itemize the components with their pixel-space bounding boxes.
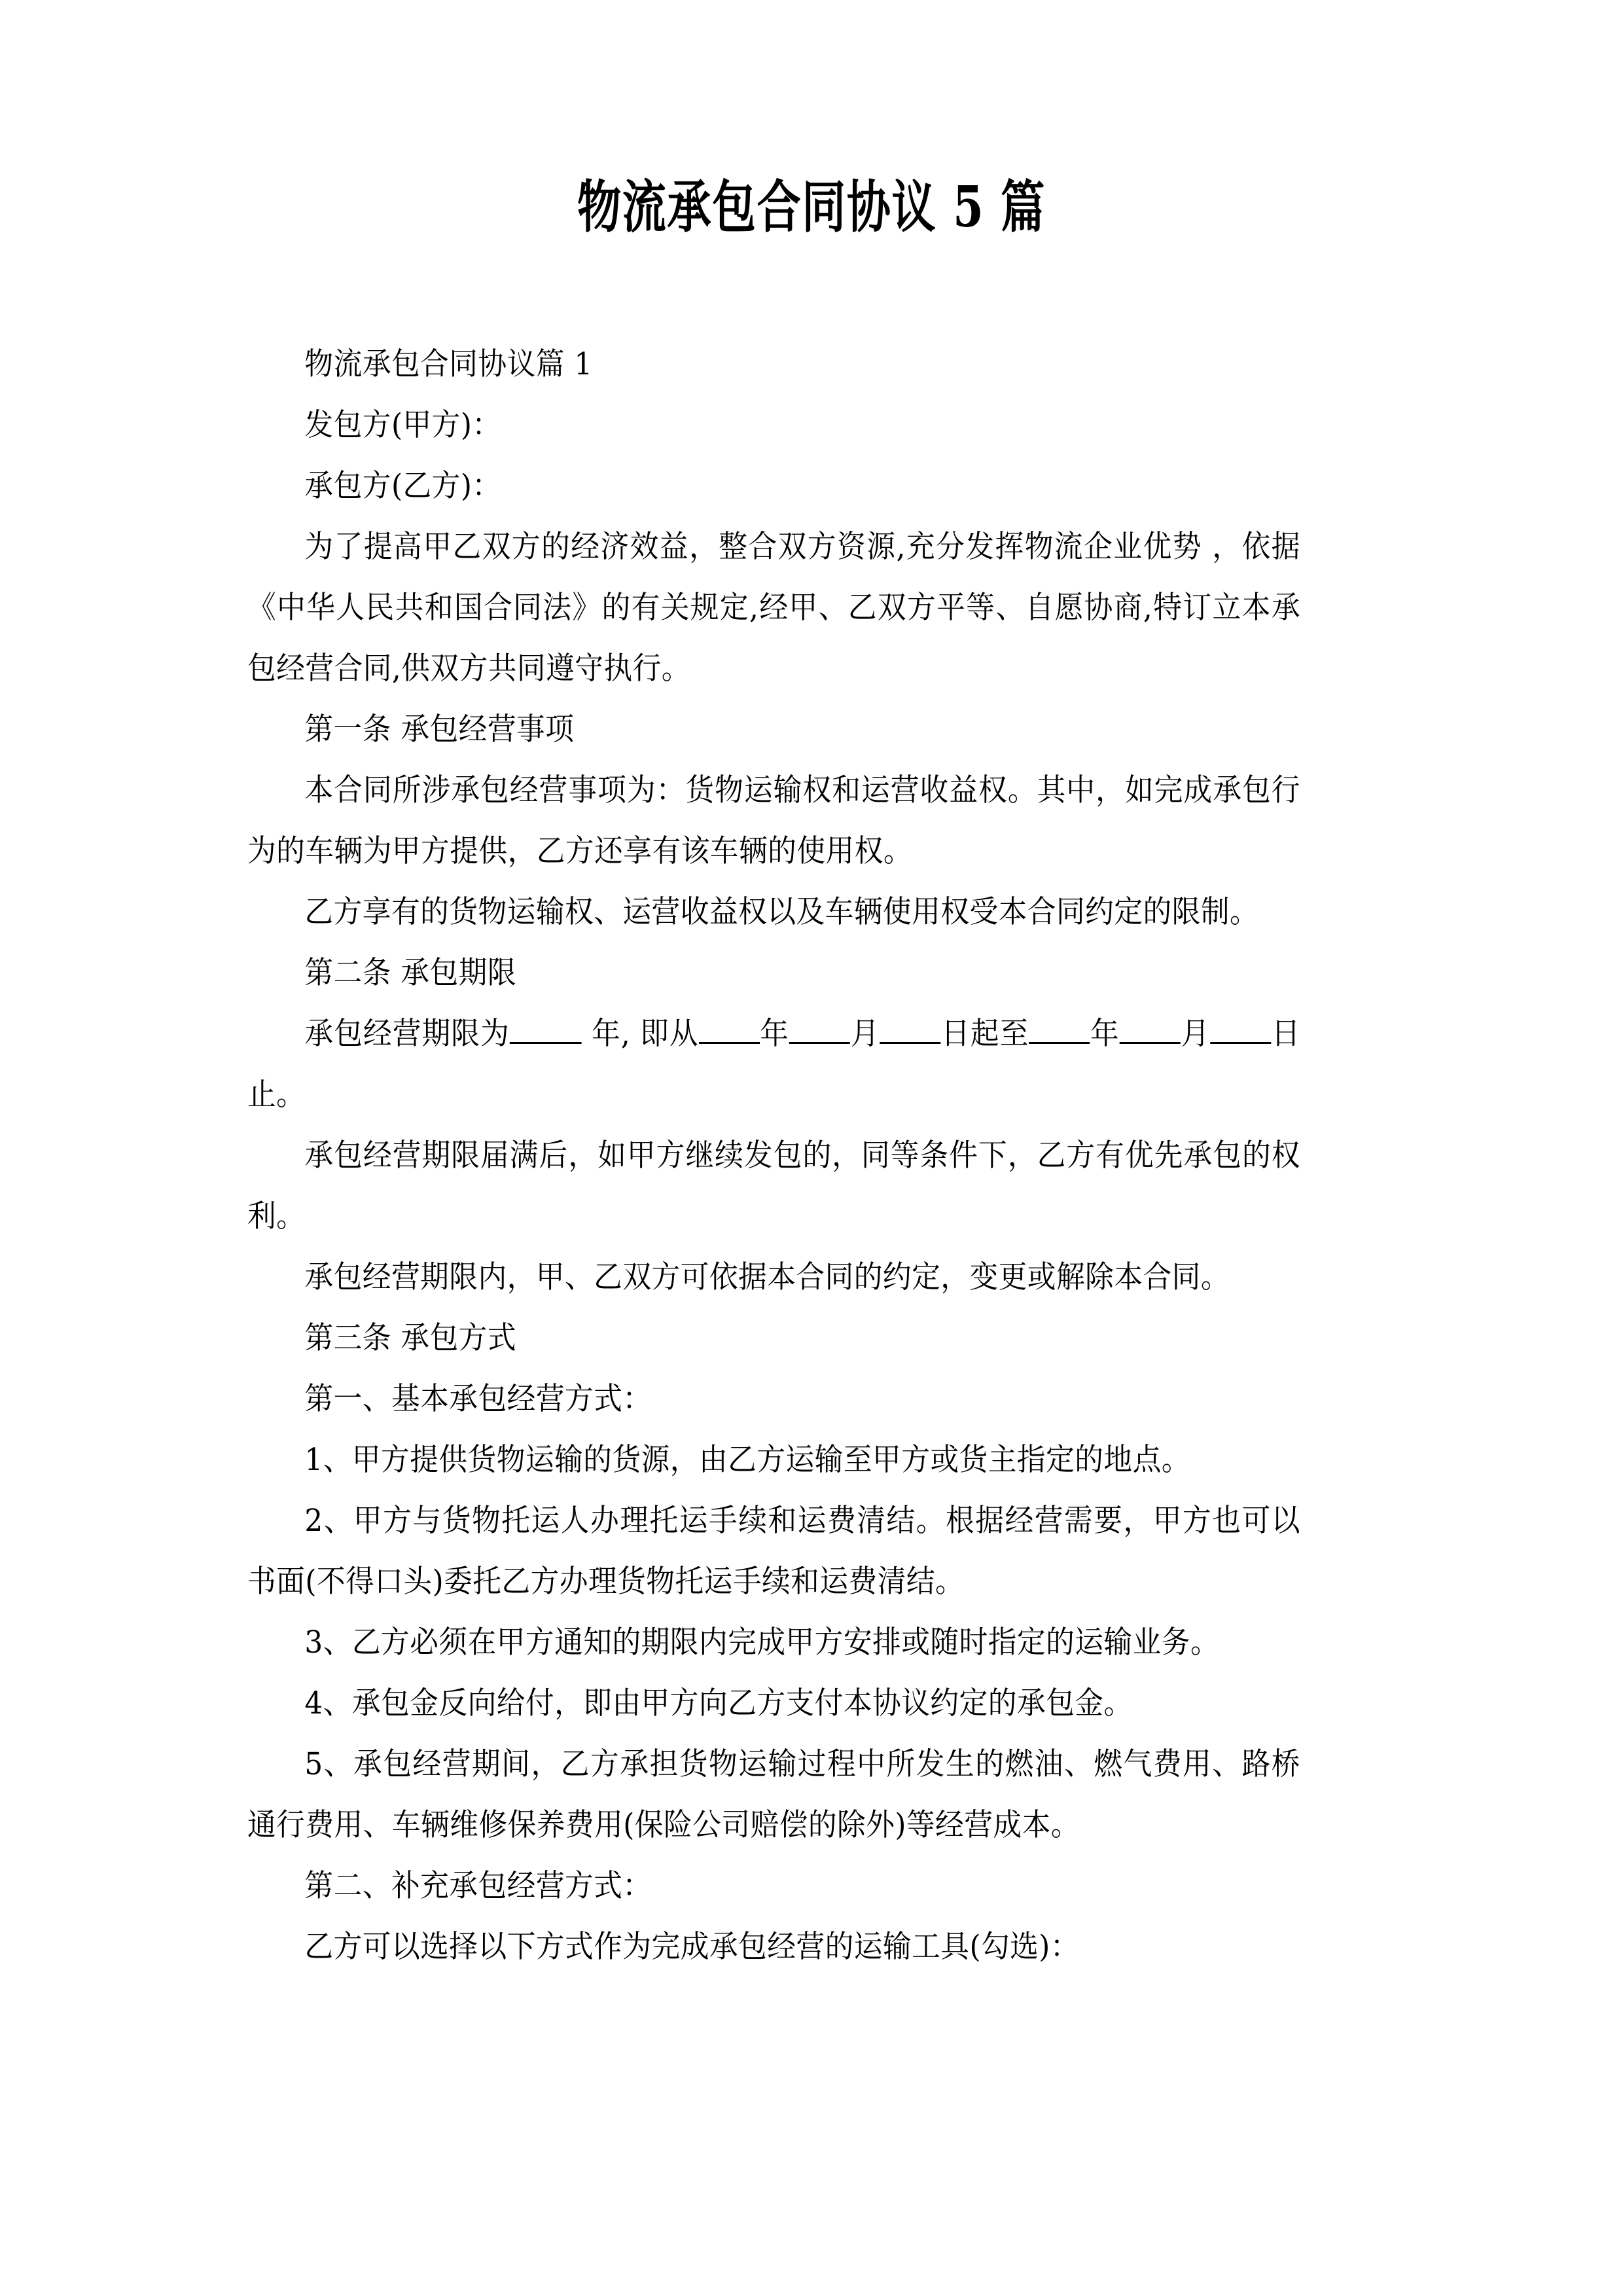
article-1-heading: 第一条 承包经营事项 — [304, 711, 575, 747]
document-body — [247, 334, 1380, 1977]
party-b-label: 承包方(乙方)： — [304, 468, 501, 504]
list-item: 3、乙方必须在甲方通知的期限内完成甲方安排或随时指定的运输业务。 — [304, 1624, 1220, 1660]
article-2-paragraph-2: 承包经营期限届满后，如甲方继续发包的，同等条件下，乙方有优先承包的权利。 — [247, 1138, 1300, 1234]
list-item: 2、甲方与货物托运人办理托运手续和运费清结。根据经营需要，甲方也可以书面(不得口头)委托乙方办理货物托运手续和运费清结。 — [247, 1503, 1300, 1600]
term-years-blank[interactable] — [510, 1042, 582, 1044]
article-1-paragraph-1: 本合同所涉承包经营事项为：货物运输权和运营收益权。其中，如完成承包行为的车辆为甲方提供，乙方还享有该车辆的使用权。 — [247, 772, 1300, 869]
article-1-paragraph-2: 乙方享有的货物运输权、运营收益权以及车辆使用权受本合同约定的限制。 — [304, 894, 1259, 930]
start-month-unit-text: 月 — [850, 1016, 880, 1052]
term-year-unit-text: 年, 即从 — [591, 1016, 699, 1052]
end-year-unit-text: 年 — [1090, 1016, 1120, 1052]
list-item: 1、甲方提供货物运输的货源，由乙方运输至甲方或货主指定的地点。 — [304, 1442, 1190, 1478]
start-day-blank[interactable] — [880, 1042, 940, 1044]
article-3-sub1-heading: 第一、基本承包经营方式： — [304, 1381, 652, 1417]
article-3-sub2-heading: 第二、补充承包经营方式： — [304, 1868, 652, 1904]
term-prefix-text: 承包经营期限为 — [304, 1016, 510, 1052]
article-2-paragraph-3: 承包经营期限内，甲、乙双方可依据本合同的约定，变更或解除本合同。 — [304, 1259, 1230, 1295]
article-3-sub2-paragraph-1: 乙方可以选择以下方式作为完成承包经营的运输工具(勾选)： — [304, 1929, 1080, 1965]
article-3-heading: 第三条 承包方式 — [304, 1320, 517, 1356]
page-title: 物流承包合同协议 5 篇 — [577, 174, 1046, 240]
start-year-blank[interactable] — [699, 1042, 760, 1044]
party-a-label: 发包方(甲方)： — [304, 407, 501, 443]
list-item: 5、承包经营期间，乙方承担货物运输过程中所发生的燃油、燃气费用、路桥通行费用、车辆维修保养费用(保险公司赔偿的除外)等经营成本。 — [247, 1746, 1300, 1843]
end-day-unit-text: 日止。 — [247, 1016, 1300, 1113]
end-day-blank[interactable] — [1210, 1042, 1271, 1044]
article-2-term-line — [247, 1003, 1300, 1125]
list-item: 4、承包金反向给付，即由甲方向乙方支付本协议约定的承包金。 — [304, 1685, 1133, 1721]
start-year-unit-text: 年 — [759, 1016, 790, 1052]
preamble-paragraph: 为了提高甲乙双方的经济效益，整合双方资源,充分发挥物流企业优势 ，依据《中华人民共和国合同法》的有关规定,经甲、乙双方平等、自愿协商,特订立本承包经营合同,供双方共同遵守执行。 — [247, 529, 1300, 687]
section-heading: 物流承包合同协议篇 1 — [304, 346, 593, 382]
start-month-blank[interactable] — [789, 1042, 850, 1044]
article-2-heading: 第二条 承包期限 — [304, 955, 517, 991]
end-month-blank[interactable] — [1120, 1042, 1181, 1044]
end-month-unit-text: 月 — [1180, 1016, 1211, 1052]
start-day-unit-text: 日起至 — [940, 1016, 1029, 1052]
end-year-blank[interactable] — [1029, 1042, 1090, 1044]
